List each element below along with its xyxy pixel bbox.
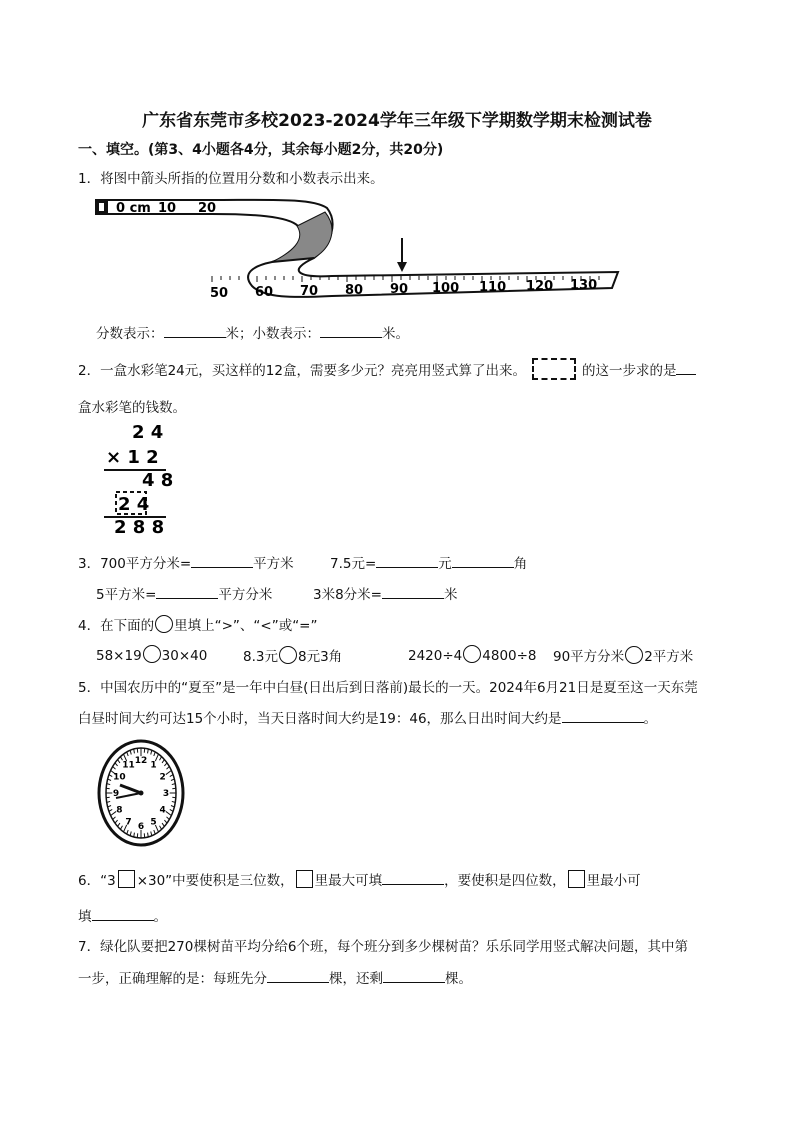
question-6-text-e: 里最小可 <box>586 873 641 889</box>
square-icon-2 <box>568 870 585 888</box>
question-6-text-g: 。 <box>153 909 167 925</box>
question-6-text-a: 6．“3 <box>78 873 116 889</box>
compare-1-right: 30×40 <box>161 648 208 664</box>
clock-number: 7 <box>125 817 132 828</box>
ruler-label-110: 110 <box>479 280 507 295</box>
question-3-line1b <box>330 552 527 572</box>
question-7-mid: 棵，还剩 <box>329 971 383 987</box>
question-7-line1: 7．绿化队要把270棵树苗平均分给6个班，每个班分到多少棵树苗？乐乐同学用竖式解决问题，其中第 <box>78 939 688 955</box>
compare-4-right: 2平方米 <box>644 649 694 665</box>
ruler-label-50: 50 <box>210 286 229 301</box>
compare-1-left: 58×19 <box>96 648 142 664</box>
q3b-text: 7.5元= <box>330 556 377 572</box>
compare-3-right: 4800÷8 <box>482 648 537 664</box>
clock-number: 9 <box>112 789 120 799</box>
q3b-yuan-blank[interactable] <box>376 554 438 568</box>
clock-icon <box>96 738 186 848</box>
compare-item-1 <box>96 645 207 664</box>
ruler-top-20: 20 <box>198 201 217 216</box>
question-2-blank[interactable] <box>676 361 696 375</box>
clock-number: 3 <box>162 789 170 799</box>
question-6-line1 <box>78 869 641 889</box>
ruler-label-100: 100 <box>432 281 460 296</box>
sunrise-time-blank[interactable] <box>562 709 644 723</box>
compare-4-left: 90平方分米 <box>553 649 625 665</box>
fraction-answer-blank[interactable] <box>164 324 226 338</box>
clock-number: 5 <box>150 817 157 828</box>
q3b-jiao-blank[interactable] <box>452 554 514 568</box>
question-2-text-b: 的这一步求的是 <box>581 363 677 379</box>
clock-number: 12 <box>134 756 148 766</box>
question-2-line1 <box>78 358 696 380</box>
ruler-top-10: 10 <box>158 201 177 216</box>
calc-row-48: 4 8 <box>142 470 174 491</box>
calc-row-x12: × 1 2 <box>106 447 159 468</box>
q3a-text: 3．700平方分米= <box>78 556 192 572</box>
question-4-text: 4．在下面的 <box>78 618 155 634</box>
q3b-yuan: 元 <box>438 556 452 572</box>
ruler-label-70: 70 <box>300 284 319 299</box>
question-7-text: 一步，正确理解的是：每班先分 <box>78 971 267 987</box>
compare-2-left: 8.3元 <box>243 649 278 665</box>
calc-row-24: 2 4 <box>132 422 164 443</box>
q3c-text: 5平方米= <box>96 587 157 603</box>
decimal-label: 米；小数表示： <box>225 326 320 342</box>
question-3-line2b <box>313 583 458 603</box>
ruler-label-130: 130 <box>570 278 598 293</box>
question-5-line1: 5．中国农历中的“夏至”是一年中白昼(日出后到日落前)最长的一天。2024年6月21日是夏至这一天东莞 <box>78 680 698 696</box>
max-digit-blank[interactable] <box>382 871 444 885</box>
question-5-end: 。 <box>643 711 658 727</box>
ruler-label-90: 90 <box>390 282 409 297</box>
compare-item-4 <box>553 645 693 665</box>
square-blank-1[interactable] <box>118 870 135 888</box>
unit-meter-label: 米。 <box>382 326 409 342</box>
question-2-text: 2．一盒水彩笔24元，买这样的12盒，需要多少元？亮亮用竖式算了出来。 <box>78 363 526 379</box>
q3d-blank[interactable] <box>382 585 444 599</box>
q3a-unit: 平方米 <box>253 556 294 572</box>
pointer-arrow-icon <box>397 238 407 272</box>
compare-item-2 <box>243 645 342 665</box>
question-1-text: 1．将图中箭头所指的位置用分数和小数表示出来。 <box>78 171 384 187</box>
q3a-blank[interactable] <box>191 554 253 568</box>
clock-number: 10 <box>113 772 126 783</box>
question-5-text: 白昼时间大约可达15个小时，当天日落时间大约是19：46，那么日出时间大约是 <box>78 711 562 727</box>
calc-row-24-partial: 2 4 <box>118 494 150 515</box>
question-7-end: 棵。 <box>445 971 472 987</box>
question-3-line1 <box>78 552 294 572</box>
calc-row-288: 2 8 8 <box>114 517 165 538</box>
compare-2-circle[interactable] <box>279 646 297 664</box>
clock-number: 11 <box>122 760 135 771</box>
page-title: 广东省东莞市多校2023-2024学年三年级下学期数学期末检测试卷 <box>142 111 652 131</box>
q3c-unit: 平方分米 <box>218 587 273 603</box>
compare-4-circle[interactable] <box>625 646 643 664</box>
ruler-label-60: 60 <box>255 285 274 300</box>
question-6-line2 <box>78 905 167 925</box>
compare-3-circle[interactable] <box>463 645 481 663</box>
q3d-unit: 米 <box>444 587 458 603</box>
question-6-text-c: 里最大可填 <box>314 873 383 889</box>
question-5-line2 <box>78 707 657 727</box>
clock-number: 6 <box>137 822 145 832</box>
clock-number: 1 <box>150 760 157 771</box>
question-1-answer-line <box>96 322 409 342</box>
clock-number: 2 <box>159 772 166 783</box>
question-4-text-b: 里填上“>”、“<”或“=” <box>174 618 318 634</box>
question-6-text-d: ，要使积是四位数， <box>444 873 566 889</box>
clock-number: 8 <box>116 805 123 816</box>
q3d-text: 3米8分米= <box>313 587 382 603</box>
q3b-jiao: 角 <box>513 556 528 572</box>
square-icon <box>296 870 313 888</box>
compare-3-left: 2420÷4 <box>408 648 463 664</box>
clock-number: 4 <box>159 805 166 816</box>
q3c-blank[interactable] <box>156 585 218 599</box>
ruler-top-0: 0 cm <box>116 201 151 216</box>
circle-icon <box>155 615 173 633</box>
ruler-label-120: 120 <box>526 279 554 294</box>
fraction-label: 分数表示： <box>96 326 164 342</box>
decimal-answer-blank[interactable] <box>320 324 382 338</box>
question-4-line1 <box>78 614 318 634</box>
per-class-blank[interactable] <box>267 969 329 983</box>
remaining-blank[interactable] <box>383 969 445 983</box>
compare-2-right: 8元3角 <box>297 649 343 665</box>
question-7-line2 <box>78 967 472 987</box>
question-3-line2 <box>96 583 272 603</box>
dashed-box-icon <box>532 358 576 380</box>
min-digit-blank[interactable] <box>92 907 154 921</box>
ruler-label-80: 80 <box>345 283 364 298</box>
section-heading-fill-in: 一、填空。(第3、4小题各4分，其余每小题2分，共20分) <box>78 142 444 158</box>
question-2-line2: 盒水彩笔的钱数。 <box>78 400 186 416</box>
compare-1-circle[interactable] <box>143 645 161 663</box>
compare-item-3 <box>408 645 537 664</box>
tape-measure-figure <box>92 192 622 310</box>
question-6-text-b: ×30”中要使积是三位数， <box>136 873 294 889</box>
question-6-text-f: 填 <box>78 909 92 925</box>
vertical-multiplication-figure <box>96 420 186 538</box>
